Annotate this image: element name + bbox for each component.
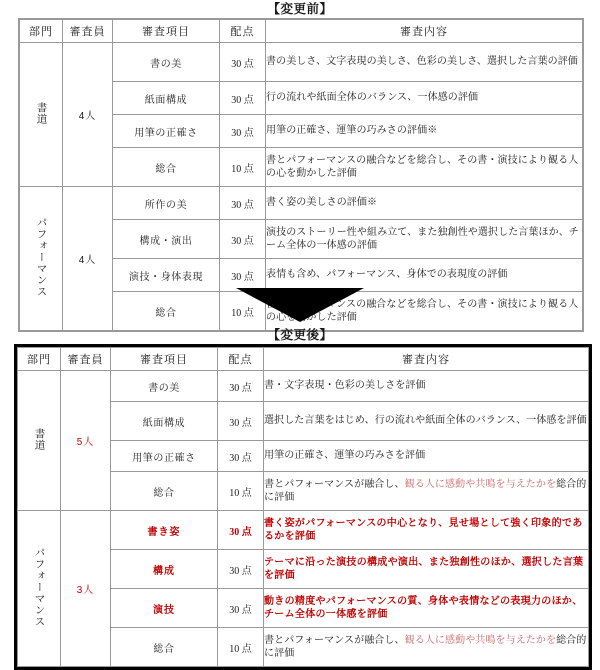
- content-cell: テーマに沿った演技の構成や演出、また独創性のほか、選択した言葉を評価: [264, 550, 589, 589]
- content-cell: 行の流れや紙面全体のバランス、一体感の評価: [266, 82, 583, 115]
- points-cell: 30 点: [218, 441, 264, 472]
- item-cell: 構成・演出: [113, 220, 220, 259]
- item-cell: 書の美: [111, 371, 218, 402]
- points-cell: 30 点: [218, 371, 264, 402]
- points-cell: 10 点: [218, 628, 264, 667]
- content-cell: 選択した言葉をはじめ、行の流れや紙面全体のバランス、一体感を評価: [264, 402, 589, 441]
- content-highlight: 観る人に感動や共鳴を与えたかを: [404, 478, 557, 490]
- item-cell: 演技: [111, 589, 218, 628]
- item-cell: 紙面構成: [111, 402, 218, 441]
- points-cell: 10 点: [218, 472, 264, 511]
- content-post: 総合的に評価: [264, 478, 587, 503]
- content-cell: 書く姿がパフォーマンスの中心となり、見せ場として強く印象的であるかを評価: [264, 511, 589, 550]
- dept-label: 書道: [35, 101, 47, 125]
- content-cell: 書とパフォーマンスの融合などを総合し、その書・演技により観る人の心を動かした評価: [266, 148, 583, 187]
- item-cell: 用筆の正確さ: [113, 115, 220, 148]
- table-before: [19, 19, 583, 331]
- points-cell: 30 点: [220, 82, 266, 115]
- column-header-dept: 部門: [20, 20, 63, 43]
- judge-count-performance: 3人: [61, 511, 111, 667]
- item-cell: 構成: [111, 550, 218, 589]
- column-header-judge: 審査員: [63, 20, 113, 43]
- points-cell: 30 点: [218, 589, 264, 628]
- table-header-row: [18, 348, 589, 371]
- table-row: [18, 511, 589, 550]
- content-highlight: 観る人に感動や共鳴を与えたかを: [404, 634, 557, 646]
- points-cell: 30 点: [220, 115, 266, 148]
- content-cell: 用筆の正確さ、運筆の巧みさの評価※: [266, 115, 583, 148]
- table-row: [20, 187, 583, 220]
- down-arrow-icon: [236, 288, 364, 322]
- section-title-after: 【変更後】: [267, 328, 333, 342]
- item-cell: 総合: [113, 148, 220, 187]
- table-after: [17, 347, 589, 667]
- column-header-content: 審査内容: [264, 348, 589, 371]
- dept-label: 書道: [33, 427, 45, 451]
- content-post: 総合的に評価: [264, 634, 587, 659]
- content-cell: [264, 628, 589, 667]
- content-pre: 書とパフォーマンスが融合し、: [264, 634, 405, 646]
- column-header-item: 審査項目: [113, 20, 220, 43]
- dept-cell-performance: [18, 511, 61, 667]
- points-cell: 30 点: [220, 43, 266, 82]
- content-cell: [264, 472, 589, 511]
- column-header-points: 配点: [220, 20, 266, 43]
- dept-cell-shodo: [20, 43, 63, 187]
- content-cell: 用筆の正確さ、運筆の巧みさを評価: [264, 441, 589, 472]
- content-cell: 動きの精度やパフォーマンスの質、身体や表情などの表現力のほか、チーム全体の一体感を評価: [264, 589, 589, 628]
- content-cell: 表情も含め、パフォーマンス、身体での表現度の評価: [266, 259, 583, 292]
- points-cell: 30 点: [220, 187, 266, 220]
- content-cell: 書とパフォーマンスの融合などを総合し、その書・演技により観る人の心を動かした評価: [266, 292, 583, 331]
- item-cell: 演技・身体表現: [113, 259, 220, 292]
- points-cell: 10 点: [220, 148, 266, 187]
- points-cell: 30 点: [218, 550, 264, 589]
- section-title-before: 【変更前】: [267, 2, 333, 16]
- content-cell: 演技のストーリー性や組み立て、また独創性や選択した言葉ほか、チーム全体の一体感の評価: [266, 220, 583, 259]
- dept-cell-performance: [20, 187, 63, 331]
- points-cell: 30 点: [220, 220, 266, 259]
- column-header-item: 審査項目: [111, 348, 218, 371]
- item-cell: 書き姿: [111, 511, 218, 550]
- judge-count-shodo: 4人: [63, 43, 113, 187]
- item-cell: 総合: [111, 628, 218, 667]
- table-after-container: [14, 344, 592, 670]
- table-row: [20, 43, 583, 82]
- column-header-points: 配点: [218, 348, 264, 371]
- item-cell: 書の美: [113, 43, 220, 82]
- table-header-row: [20, 20, 583, 43]
- item-cell: 総合: [113, 292, 220, 331]
- item-cell: 用筆の正確さ: [111, 441, 218, 472]
- dept-label: パフォーマンス: [33, 546, 45, 628]
- dept-label: パフォーマンス: [35, 216, 47, 298]
- dept-cell-shodo: [18, 371, 61, 511]
- content-cell: 書・文字表現・色彩の美しさを評価: [264, 371, 589, 402]
- judge-count-performance: 4人: [63, 187, 113, 331]
- item-cell: 所作の美: [113, 187, 220, 220]
- content-cell: 書の美しさ、文字表現の美しさ、色彩の美しさ、選択した言葉の評価: [266, 43, 583, 82]
- item-cell: 紙面構成: [113, 82, 220, 115]
- table-row: [18, 371, 589, 402]
- judge-count-shodo: 5人: [61, 371, 111, 511]
- column-header-content: 審査内容: [266, 20, 583, 43]
- content-pre: 書とパフォーマンスが融合し、: [264, 478, 405, 490]
- points-cell: 30 点: [218, 511, 264, 550]
- points-cell: 10 点: [220, 292, 266, 331]
- points-cell: 30 点: [218, 402, 264, 441]
- item-cell: 総合: [111, 472, 218, 511]
- table-before-container: [18, 18, 584, 332]
- column-header-judge: 審査員: [61, 348, 111, 371]
- column-header-dept: 部門: [18, 348, 61, 371]
- content-cell: 書く姿の美しさの評価※: [266, 187, 583, 220]
- points-cell: 30 点: [220, 259, 266, 292]
